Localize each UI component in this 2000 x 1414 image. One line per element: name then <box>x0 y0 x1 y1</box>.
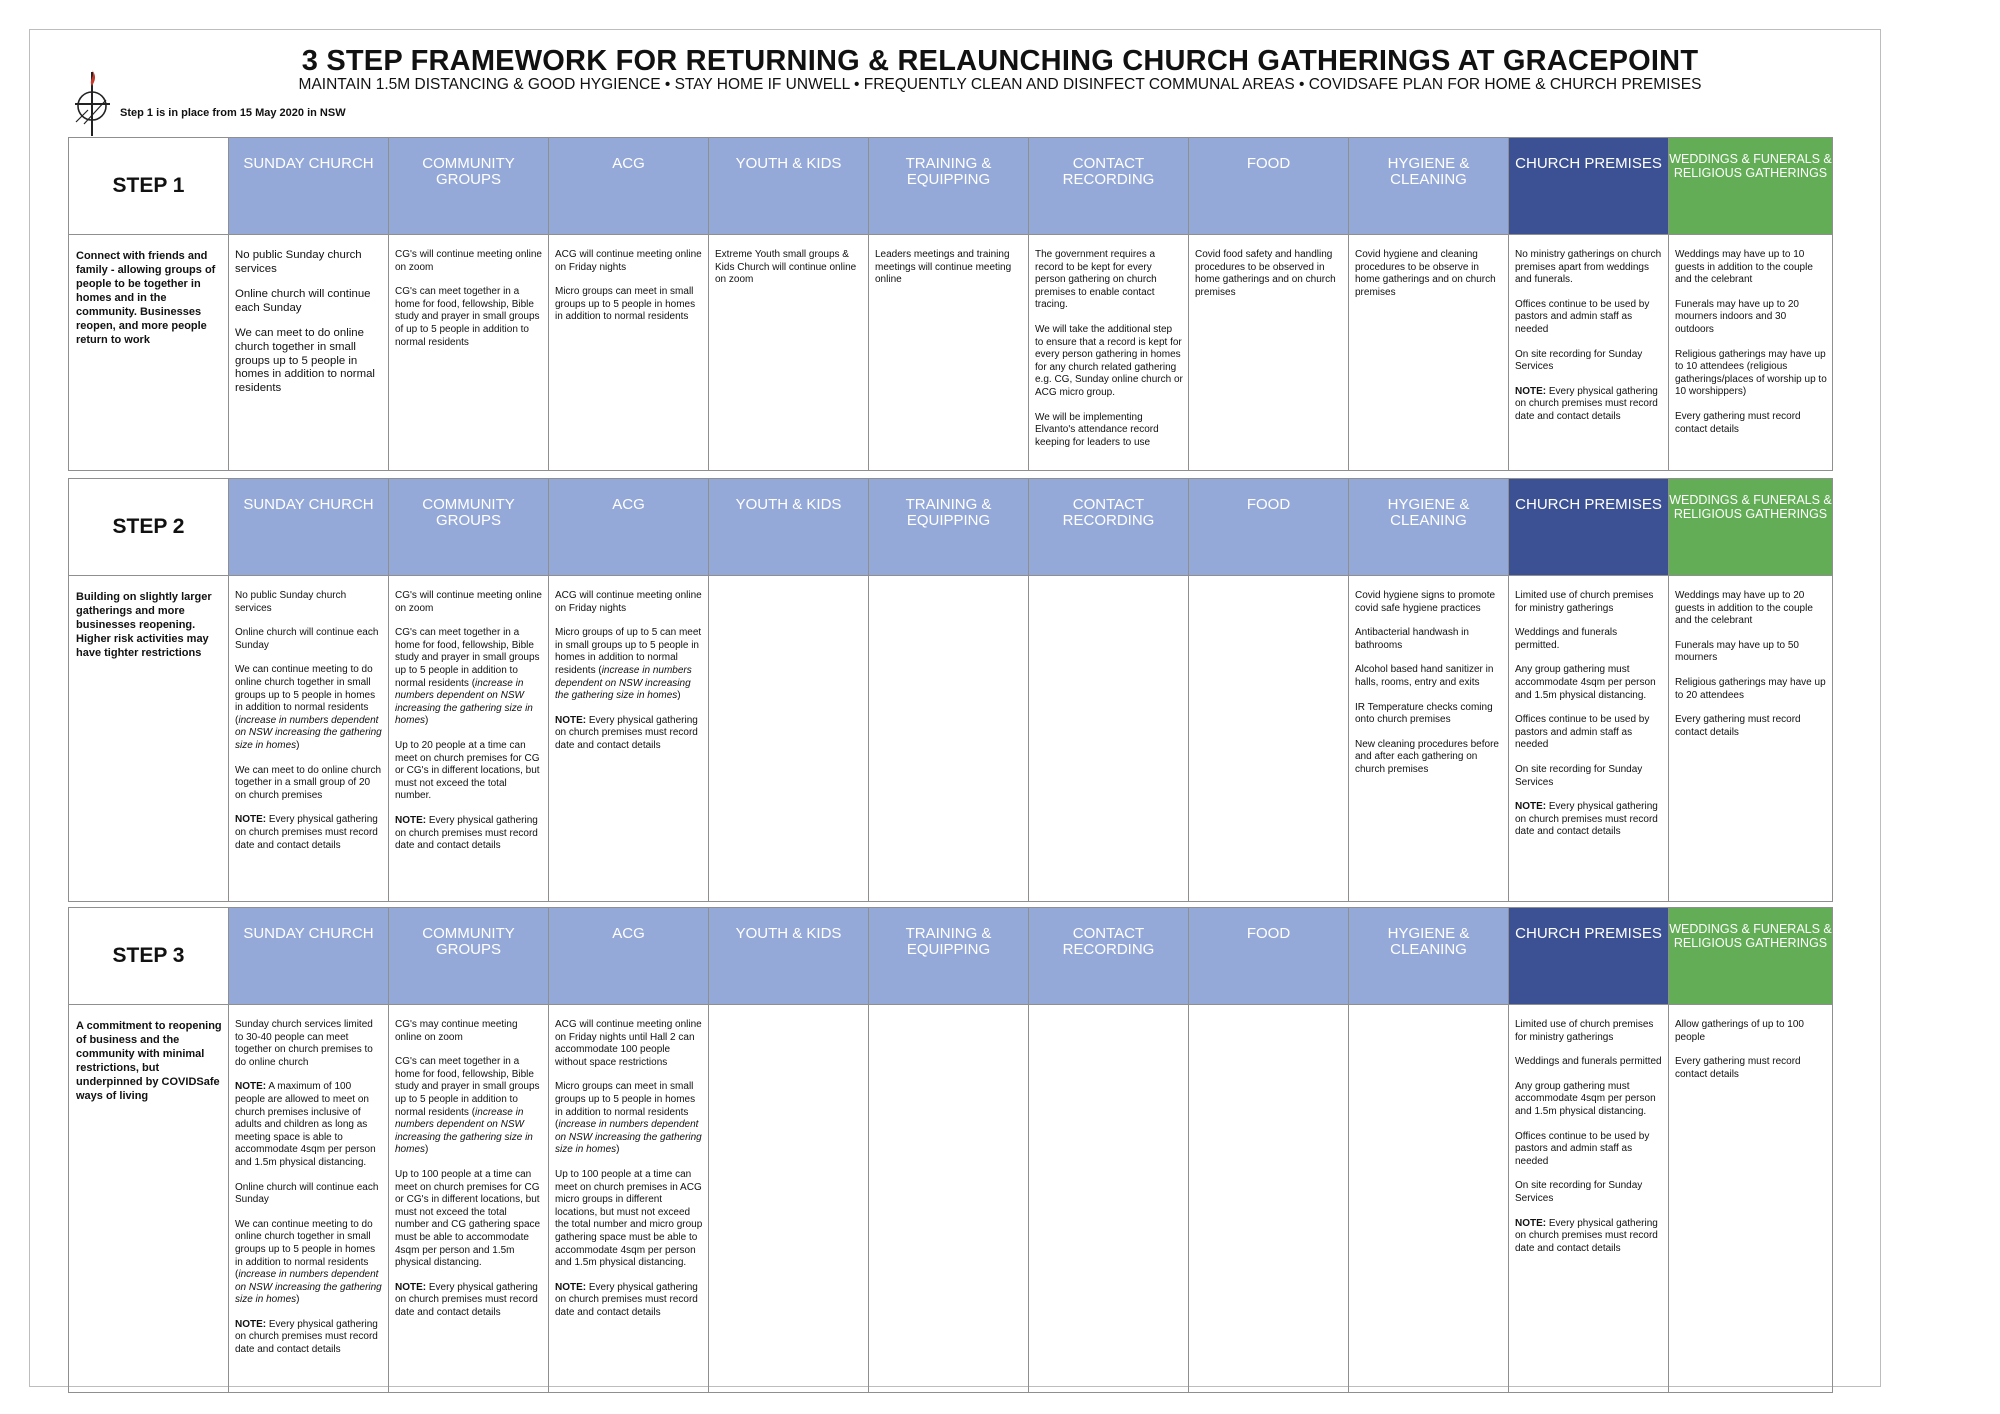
column-header-youth-and-kids: YOUTH & KIDS <box>709 908 869 1005</box>
cell-food <box>1189 1005 1349 1393</box>
cell-paragraph <box>555 1081 703 1157</box>
cell-paragraph <box>235 814 383 852</box>
cell-paragraph <box>1675 349 1827 399</box>
cell-paragraph <box>555 286 703 324</box>
paragraph-text: Up to 20 people at a time can meet on church premises for CG or CG's in different locations, but must not exceed the total number. <box>395 739 540 802</box>
cell-hygiene-and-cleaning <box>1349 235 1509 471</box>
cell-paragraph <box>235 590 383 615</box>
paragraph-text-end: ) <box>616 1144 620 1156</box>
paragraph-text: Every physical gathering on church premises must record date and contact details <box>1515 385 1658 422</box>
column-header-hygiene-and-cleaning: HYGIENE & CLEANING <box>1349 138 1509 235</box>
step-table <box>68 907 1833 1393</box>
paragraph-italic-text: increase in numbers dependent on NSW increasing the gathering size in homes <box>395 677 533 727</box>
page-title: 3 STEP FRAMEWORK FOR RETURNING & RELAUNCHING CHURCH GATHERINGS AT GRACEPOINT <box>301 45 1699 77</box>
paragraph-text: Up to 100 people at a time can meet on church premises in ACG micro groups in different locations, but must not exceed the total number and micro group gathering space must be able to accommodate 4sqm per person and 1.5m physical distancing. <box>555 1168 703 1269</box>
cell-paragraph <box>1675 411 1827 436</box>
paragraph-text: On site recording for Sunday Services <box>1515 1180 1643 1204</box>
cell-paragraph <box>1035 324 1183 400</box>
paragraph-text: Every physical gathering on church premises must record date and contact details <box>1515 801 1658 838</box>
note-label: NOTE: <box>235 814 267 826</box>
cell-paragraph <box>1355 249 1503 299</box>
paragraph-text: Sunday church services limited to 30-40 people can meet together on church premises to do online church <box>235 1019 373 1068</box>
paragraph-text: Every physical gathering on church premises must record date and contact details <box>395 1281 538 1318</box>
step-label: STEP 1 <box>69 138 229 235</box>
cell-paragraph <box>1355 627 1503 652</box>
step-header-row <box>69 138 1833 235</box>
column-header-weddings-and-funerals-and-religious-gatherings: WEDDINGS & FUNERALS & RELIGIOUS GATHERINGS <box>1669 138 1833 235</box>
paragraph-text: On site recording for Sunday Services <box>1515 348 1643 373</box>
cell-paragraph <box>235 1019 383 1069</box>
cell-paragraph <box>1515 664 1663 702</box>
cell-paragraph <box>555 1169 703 1270</box>
paragraph-text-end: ) <box>425 1144 429 1156</box>
cell-paragraph <box>235 1182 383 1207</box>
cell-paragraph <box>395 815 543 853</box>
paragraph-text: Weddings may have up to 10 guests in addition to the couple and the celebrant <box>1675 249 1813 286</box>
step-table <box>68 478 1833 902</box>
cell-paragraph <box>235 327 383 395</box>
paragraph-text: Online church will continue each Sunday <box>235 627 379 651</box>
step-label: STEP 2 <box>69 479 229 576</box>
cell-paragraph <box>235 1219 383 1307</box>
cell-community-groups <box>389 235 549 471</box>
column-header-church-premises: CHURCH PREMISES <box>1509 138 1669 235</box>
paragraph-text: Covid hygiene and cleaning procedures to be observe in home gatherings and on church premises <box>1355 249 1496 298</box>
paragraph-text: We can continue meeting to do online church together in small groups up to 5 people in homes in addition to normal residents ( <box>235 1218 376 1281</box>
step-header-row <box>69 479 1833 576</box>
paragraph-text: Up to 100 people at a time can meet on church premises for CG or CG's in different locations, but must not exceed the total number and CG gathering space must be able to accommodate 4sqm per person and 1.5m physical distancing. <box>395 1168 541 1269</box>
cell-paragraph <box>1515 386 1663 424</box>
cell-paragraph <box>1515 714 1663 752</box>
cell-acg <box>549 576 709 902</box>
cell-paragraph <box>1515 764 1663 789</box>
cell-church-premises <box>1509 576 1669 902</box>
cell-paragraph <box>1515 1218 1663 1256</box>
column-header-contact-recording: CONTACT RECORDING <box>1029 479 1189 576</box>
paragraph-text: Every physical gathering on church premises must record date and contact details <box>555 714 698 751</box>
column-header-training-and-equipping: TRAINING & EQUIPPING <box>869 479 1029 576</box>
cell-acg <box>549 1005 709 1393</box>
paragraph-text: Every physical gathering on church premises must record date and contact details <box>1515 1217 1658 1254</box>
step-body-row <box>69 235 1833 471</box>
paragraph-text: We can meet to do online church together in a small group of 20 on church premises <box>235 764 382 801</box>
cell-paragraph <box>1355 702 1503 727</box>
paragraph-text: Micro groups can meet in small groups up to 5 people in homes in addition to normal residents ( <box>555 1081 696 1131</box>
column-header-hygiene-and-cleaning: HYGIENE & CLEANING <box>1349 479 1509 576</box>
paragraph-text: Funerals may have up to 50 mourners <box>1675 639 1799 664</box>
paragraph-text: CG's can meet together in a home for food, fellowship, Bible study and prayer in small groups of up to 5 people in addition to normal residents <box>395 286 540 348</box>
note-label: NOTE: <box>235 1081 267 1093</box>
column-header-sunday-church: SUNDAY CHURCH <box>229 479 389 576</box>
note-label: NOTE: <box>395 1281 427 1293</box>
cell-paragraph <box>1675 714 1827 739</box>
step-start-note: Step 1 is in place from 15 May 2020 in NSW <box>120 107 346 119</box>
note-label: NOTE: <box>555 714 587 726</box>
cell-paragraph <box>1035 412 1183 450</box>
note-label: NOTE: <box>555 1281 587 1293</box>
cell-paragraph <box>235 1319 383 1357</box>
cell-paragraph <box>1515 249 1663 287</box>
cell-paragraph <box>395 1169 543 1270</box>
step-header-row <box>69 908 1833 1005</box>
column-header-church-premises: CHURCH PREMISES <box>1509 479 1669 576</box>
paragraph-italic-text: increase in numbers dependent on NSW increasing the gathering size in homes <box>395 1106 533 1156</box>
paragraph-text: Online church will continue each Sunday <box>235 288 371 314</box>
paragraph-text: Every physical gathering on church premises must record date and contact details <box>235 814 378 851</box>
cell-training-and-equipping <box>869 576 1029 902</box>
cell-sunday-church <box>229 1005 389 1393</box>
cell-paragraph <box>235 249 383 276</box>
cell-training-and-equipping <box>869 1005 1029 1393</box>
cell-paragraph <box>555 627 703 703</box>
cell-paragraph <box>235 664 383 752</box>
column-header-food: FOOD <box>1189 138 1349 235</box>
column-header-acg: ACG <box>549 908 709 1005</box>
paragraph-text: We can continue meeting to do online church together in small groups up to 5 people in homes in addition to normal residents ( <box>235 664 376 726</box>
paragraph-text: Religious gatherings may have up to 10 attendees (religious gatherings/places of worship up to 10 worshippers) <box>1675 348 1827 398</box>
paragraph-text: CG's can meet together in a home for food, fellowship, Bible study and prayer in small groups up to 5 people in addition to normal residents ( <box>395 627 540 689</box>
paragraph-text: Limited use of church premises for ministry gatherings <box>1515 590 1654 614</box>
cell-paragraph <box>1675 249 1827 287</box>
paragraph-text: CG's will continue meeting online on zoom <box>395 249 542 273</box>
paragraph-text: CG's will continue meeting online on zoom <box>395 590 542 614</box>
paragraph-text: Offices continue to be used by pastors and admin staff as needed <box>1515 298 1650 335</box>
cell-paragraph <box>1515 1019 1663 1044</box>
column-header-weddings-and-funerals-and-religious-gatherings: WEDDINGS & FUNERALS & RELIGIOUS GATHERINGS <box>1669 908 1833 1005</box>
paragraph-text: Weddings and funerals permitted <box>1515 1056 1662 1068</box>
column-header-contact-recording: CONTACT RECORDING <box>1029 138 1189 235</box>
paragraph-italic-text: increase in numbers dependent on NSW increasing the gathering size in homes <box>555 1119 702 1156</box>
cell-paragraph <box>1675 1019 1827 1044</box>
cell-youth-and-kids <box>709 1005 869 1393</box>
paragraph-text: Any group gathering must accommodate 4sqm per person and 1.5m physical distancing. <box>1515 1080 1656 1117</box>
paragraph-text: Extreme Youth small groups & Kids Church will continue online on zoom <box>715 249 857 286</box>
paragraph-text: We can meet to do online church together in small groups up to 5 people in homes in addition to normal residents <box>235 327 375 394</box>
paragraph-text: Covid food safety and handling procedures to be observed in home gatherings and on church premises <box>1195 249 1336 298</box>
paragraph-text-end: ) <box>296 739 300 751</box>
paragraph-text: Funerals may have up to 20 mourners indoors and 30 outdoors <box>1675 298 1799 335</box>
column-header-community-groups: COMMUNITY GROUPS <box>389 479 549 576</box>
cell-church-premises <box>1509 1005 1669 1393</box>
paragraph-text: New cleaning procedures before and after each gathering on church premises <box>1355 738 1499 775</box>
cell-paragraph <box>235 627 383 652</box>
paragraph-italic-text: increase in numbers dependent on NSW increasing the gathering size in homes <box>555 664 692 702</box>
cell-community-groups <box>389 1005 549 1393</box>
paragraph-text: Every physical gathering on church premises must record date and contact details <box>395 814 538 852</box>
note-label: NOTE: <box>1515 385 1547 397</box>
cell-paragraph <box>235 765 383 803</box>
cell-paragraph <box>1035 249 1183 312</box>
cell-paragraph <box>395 249 543 274</box>
cell-church-premises <box>1509 235 1669 471</box>
cell-paragraph <box>1515 1131 1663 1169</box>
cell-paragraph <box>235 288 383 315</box>
cell-paragraph <box>555 715 703 753</box>
cell-paragraph <box>395 740 543 803</box>
cell-contact-recording <box>1029 1005 1189 1393</box>
note-label: NOTE: <box>395 814 427 826</box>
paragraph-text: Allow gatherings of up to 100 people <box>1675 1019 1804 1043</box>
paragraph-text: CG's may continue meeting online on zoom <box>395 1019 518 1043</box>
cell-contact-recording <box>1029 576 1189 902</box>
cell-paragraph <box>1515 590 1663 615</box>
cell-weddings-and-funerals-and-religious-gatherings <box>1669 576 1833 902</box>
cell-paragraph <box>1355 664 1503 689</box>
paragraph-text: Offices continue to be used by pastors and admin staff as needed <box>1515 1130 1650 1167</box>
cell-paragraph <box>395 590 543 615</box>
paragraph-text: Religious gatherings may have up to 20 attendees <box>1675 676 1826 701</box>
cell-paragraph <box>395 1019 543 1044</box>
page-subtitle: MAINTAIN 1.5M DISTANCING & GOOD HYGIENCE • STAY HOME IF UNWELL • FREQUENTLY CLEAN AND DISINFECT COMMUNAL AREAS • COVIDSAFE PLAN FOR HOME & CHURCH PREMISES <box>298 76 1702 93</box>
paragraph-text: Alcohol based hand sanitizer in halls, rooms, entry and exits <box>1355 664 1494 688</box>
paragraph-text: Every physical gathering on church premises must record date and contact details <box>235 1318 378 1356</box>
paragraph-italic-text: increase in numbers dependent on NSW increasing the gathering size in homes <box>235 714 382 751</box>
cell-paragraph <box>1675 299 1827 337</box>
step-description: Building on slightly larger gatherings and more businesses reopening. Higher risk activities may have tighter restrictions <box>69 576 229 902</box>
paragraph-text: Weddings may have up to 20 guests in addition to the couple and the celebrant <box>1675 590 1813 627</box>
cell-paragraph <box>1675 590 1827 628</box>
paragraph-text: Every gathering must record contact details <box>1675 714 1801 738</box>
column-header-weddings-and-funerals-and-religious-gatherings: WEDDINGS & FUNERALS & RELIGIOUS GATHERINGS <box>1669 479 1833 576</box>
paragraph-text: Every gathering must record contact details <box>1675 410 1801 435</box>
cell-training-and-equipping <box>869 235 1029 471</box>
cell-paragraph <box>715 249 863 287</box>
paragraph-text: Covid hygiene signs to promote covid safe hygiene practices <box>1355 590 1496 614</box>
cell-paragraph <box>1195 249 1343 299</box>
paragraph-text: ACG will continue meeting online on Friday nights <box>555 590 702 614</box>
paragraph-italic-text: increase in numbers dependent on NSW increasing the gathering size in homes <box>235 1269 382 1306</box>
cell-paragraph <box>1675 640 1827 665</box>
paragraph-text: Antibacterial handwash in bathrooms <box>1355 627 1469 651</box>
column-header-church-premises: CHURCH PREMISES <box>1509 908 1669 1005</box>
column-header-food: FOOD <box>1189 479 1349 576</box>
column-header-youth-and-kids: YOUTH & KIDS <box>709 479 869 576</box>
column-header-acg: ACG <box>549 138 709 235</box>
step-table <box>68 137 1833 471</box>
cell-paragraph <box>875 249 1023 287</box>
paragraph-text: No public Sunday church services <box>235 590 347 614</box>
cell-paragraph <box>1515 1081 1663 1119</box>
paragraph-text-end: ) <box>296 1294 300 1306</box>
column-header-contact-recording: CONTACT RECORDING <box>1029 908 1189 1005</box>
paragraph-text: Offices continue to be used by pastors and admin staff as needed <box>1515 714 1650 751</box>
paragraph-text: ACG will continue meeting online on Friday nights until Hall 2 can accommodate 100 people without space restrictions <box>555 1019 702 1068</box>
column-header-sunday-church: SUNDAY CHURCH <box>229 138 389 235</box>
column-header-hygiene-and-cleaning: HYGIENE & CLEANING <box>1349 908 1509 1005</box>
cell-youth-and-kids <box>709 235 869 471</box>
paragraph-text: CG's can meet together in a home for food, fellowship, Bible study and prayer in small groups up to 5 people in addition to normal residents ( <box>395 1056 540 1118</box>
cell-paragraph <box>555 249 703 274</box>
cell-paragraph <box>395 1056 543 1157</box>
cell-paragraph <box>1515 349 1663 374</box>
paragraph-text: Every gathering must record contact details <box>1675 1056 1801 1080</box>
column-header-training-and-equipping: TRAINING & EQUIPPING <box>869 138 1029 235</box>
paragraph-text-end: ) <box>677 690 681 702</box>
paragraph-text: The government requires a record to be kept for every person gathering on church premises to enable contact tracing. <box>1035 249 1157 311</box>
paragraph-text: ACG will continue meeting online on Friday nights <box>555 249 702 273</box>
cell-paragraph <box>1355 590 1503 615</box>
paragraph-text: We will take the additional step to ensure that a record is kept for every person gathering in homes for any church related gathering e.g. CG, Sunday online church or ACG micro group. <box>1035 323 1183 398</box>
column-header-community-groups: COMMUNITY GROUPS <box>389 908 549 1005</box>
cell-hygiene-and-cleaning <box>1349 576 1509 902</box>
cell-youth-and-kids <box>709 576 869 902</box>
cell-paragraph <box>395 1282 543 1320</box>
cell-food <box>1189 576 1349 902</box>
paragraph-text: Limited use of church premises for ministry gatherings <box>1515 1019 1654 1043</box>
cell-community-groups <box>389 576 549 902</box>
cell-paragraph <box>1515 1180 1663 1205</box>
cell-paragraph <box>1515 299 1663 337</box>
cell-paragraph <box>1675 677 1827 702</box>
note-label: NOTE: <box>235 1318 267 1330</box>
cell-paragraph <box>555 590 703 615</box>
note-label: NOTE: <box>1515 801 1547 813</box>
column-header-community-groups: COMMUNITY GROUPS <box>389 138 549 235</box>
cell-food <box>1189 235 1349 471</box>
column-header-youth-and-kids: YOUTH & KIDS <box>709 138 869 235</box>
cell-paragraph <box>1355 739 1503 777</box>
cell-paragraph <box>1515 801 1663 839</box>
cell-paragraph <box>1515 1056 1663 1069</box>
paragraph-text: No ministry gatherings on church premises apart from weddings and funerals. <box>1515 249 1662 286</box>
cell-paragraph <box>235 1081 383 1169</box>
cell-paragraph <box>555 1282 703 1320</box>
cell-sunday-church <box>229 235 389 471</box>
step-body-row <box>69 1005 1833 1393</box>
paragraph-text: Every physical gathering on church premises must record date and contact details <box>555 1281 698 1318</box>
paragraph-text: Weddings and funerals permitted. <box>1515 627 1618 651</box>
paragraph-text: Online church will continue each Sunday <box>235 1181 379 1206</box>
column-header-sunday-church: SUNDAY CHURCH <box>229 908 389 1005</box>
cell-contact-recording <box>1029 235 1189 471</box>
paragraph-text: Any group gathering must accommodate 4sqm per person and 1.5m physical distancing. <box>1515 664 1656 701</box>
cell-paragraph <box>395 286 543 349</box>
column-header-training-and-equipping: TRAINING & EQUIPPING <box>869 908 1029 1005</box>
paragraph-text: IR Temperature checks coming onto church premises <box>1355 701 1493 726</box>
cell-paragraph <box>555 1019 703 1069</box>
paragraph-text: Micro groups of up to 5 can meet in small groups up to 5 people in homes in addition to normal residents ( <box>555 627 702 676</box>
cell-acg <box>549 235 709 471</box>
step-label: STEP 3 <box>69 908 229 1005</box>
column-header-acg: ACG <box>549 479 709 576</box>
cell-weddings-and-funerals-and-religious-gatherings <box>1669 1005 1833 1393</box>
cell-sunday-church <box>229 576 389 902</box>
cell-paragraph <box>395 627 543 728</box>
step-description: Connect with friends and family - allowing groups of people to be together in homes and in the community. Businesses reopen, and more people return to work <box>69 235 229 471</box>
cell-weddings-and-funerals-and-religious-gatherings <box>1669 235 1833 471</box>
cell-paragraph <box>1515 627 1663 652</box>
cell-hygiene-and-cleaning <box>1349 1005 1509 1393</box>
paragraph-text: On site recording for Sunday Services <box>1515 763 1643 788</box>
paragraph-text: Leaders meetings and training meetings will continue meeting online <box>875 249 1012 286</box>
column-header-food: FOOD <box>1189 908 1349 1005</box>
paragraph-text: A maximum of 100 people are allowed to meet on church premises inclusive of adults and children as long as meeting space is able to accommodate 4sqm per person and 1.5m physical distancing. <box>235 1081 376 1168</box>
step-body-row <box>69 576 1833 902</box>
note-label: NOTE: <box>1515 1217 1547 1229</box>
paragraph-text: Micro groups can meet in small groups up to 5 people in homes in addition to normal residents <box>555 286 696 323</box>
paragraph-text: No public Sunday church services <box>235 249 362 275</box>
cell-paragraph <box>1675 1056 1827 1081</box>
paragraph-text: We will be implementing Elvanto's attendance record keeping for leaders to use <box>1035 411 1159 448</box>
paragraph-text-end: ) <box>425 715 429 727</box>
step-description: A commitment to reopening of business and the community with minimal restrictions, but underpinned by COVIDSafe ways of living <box>69 1005 229 1393</box>
